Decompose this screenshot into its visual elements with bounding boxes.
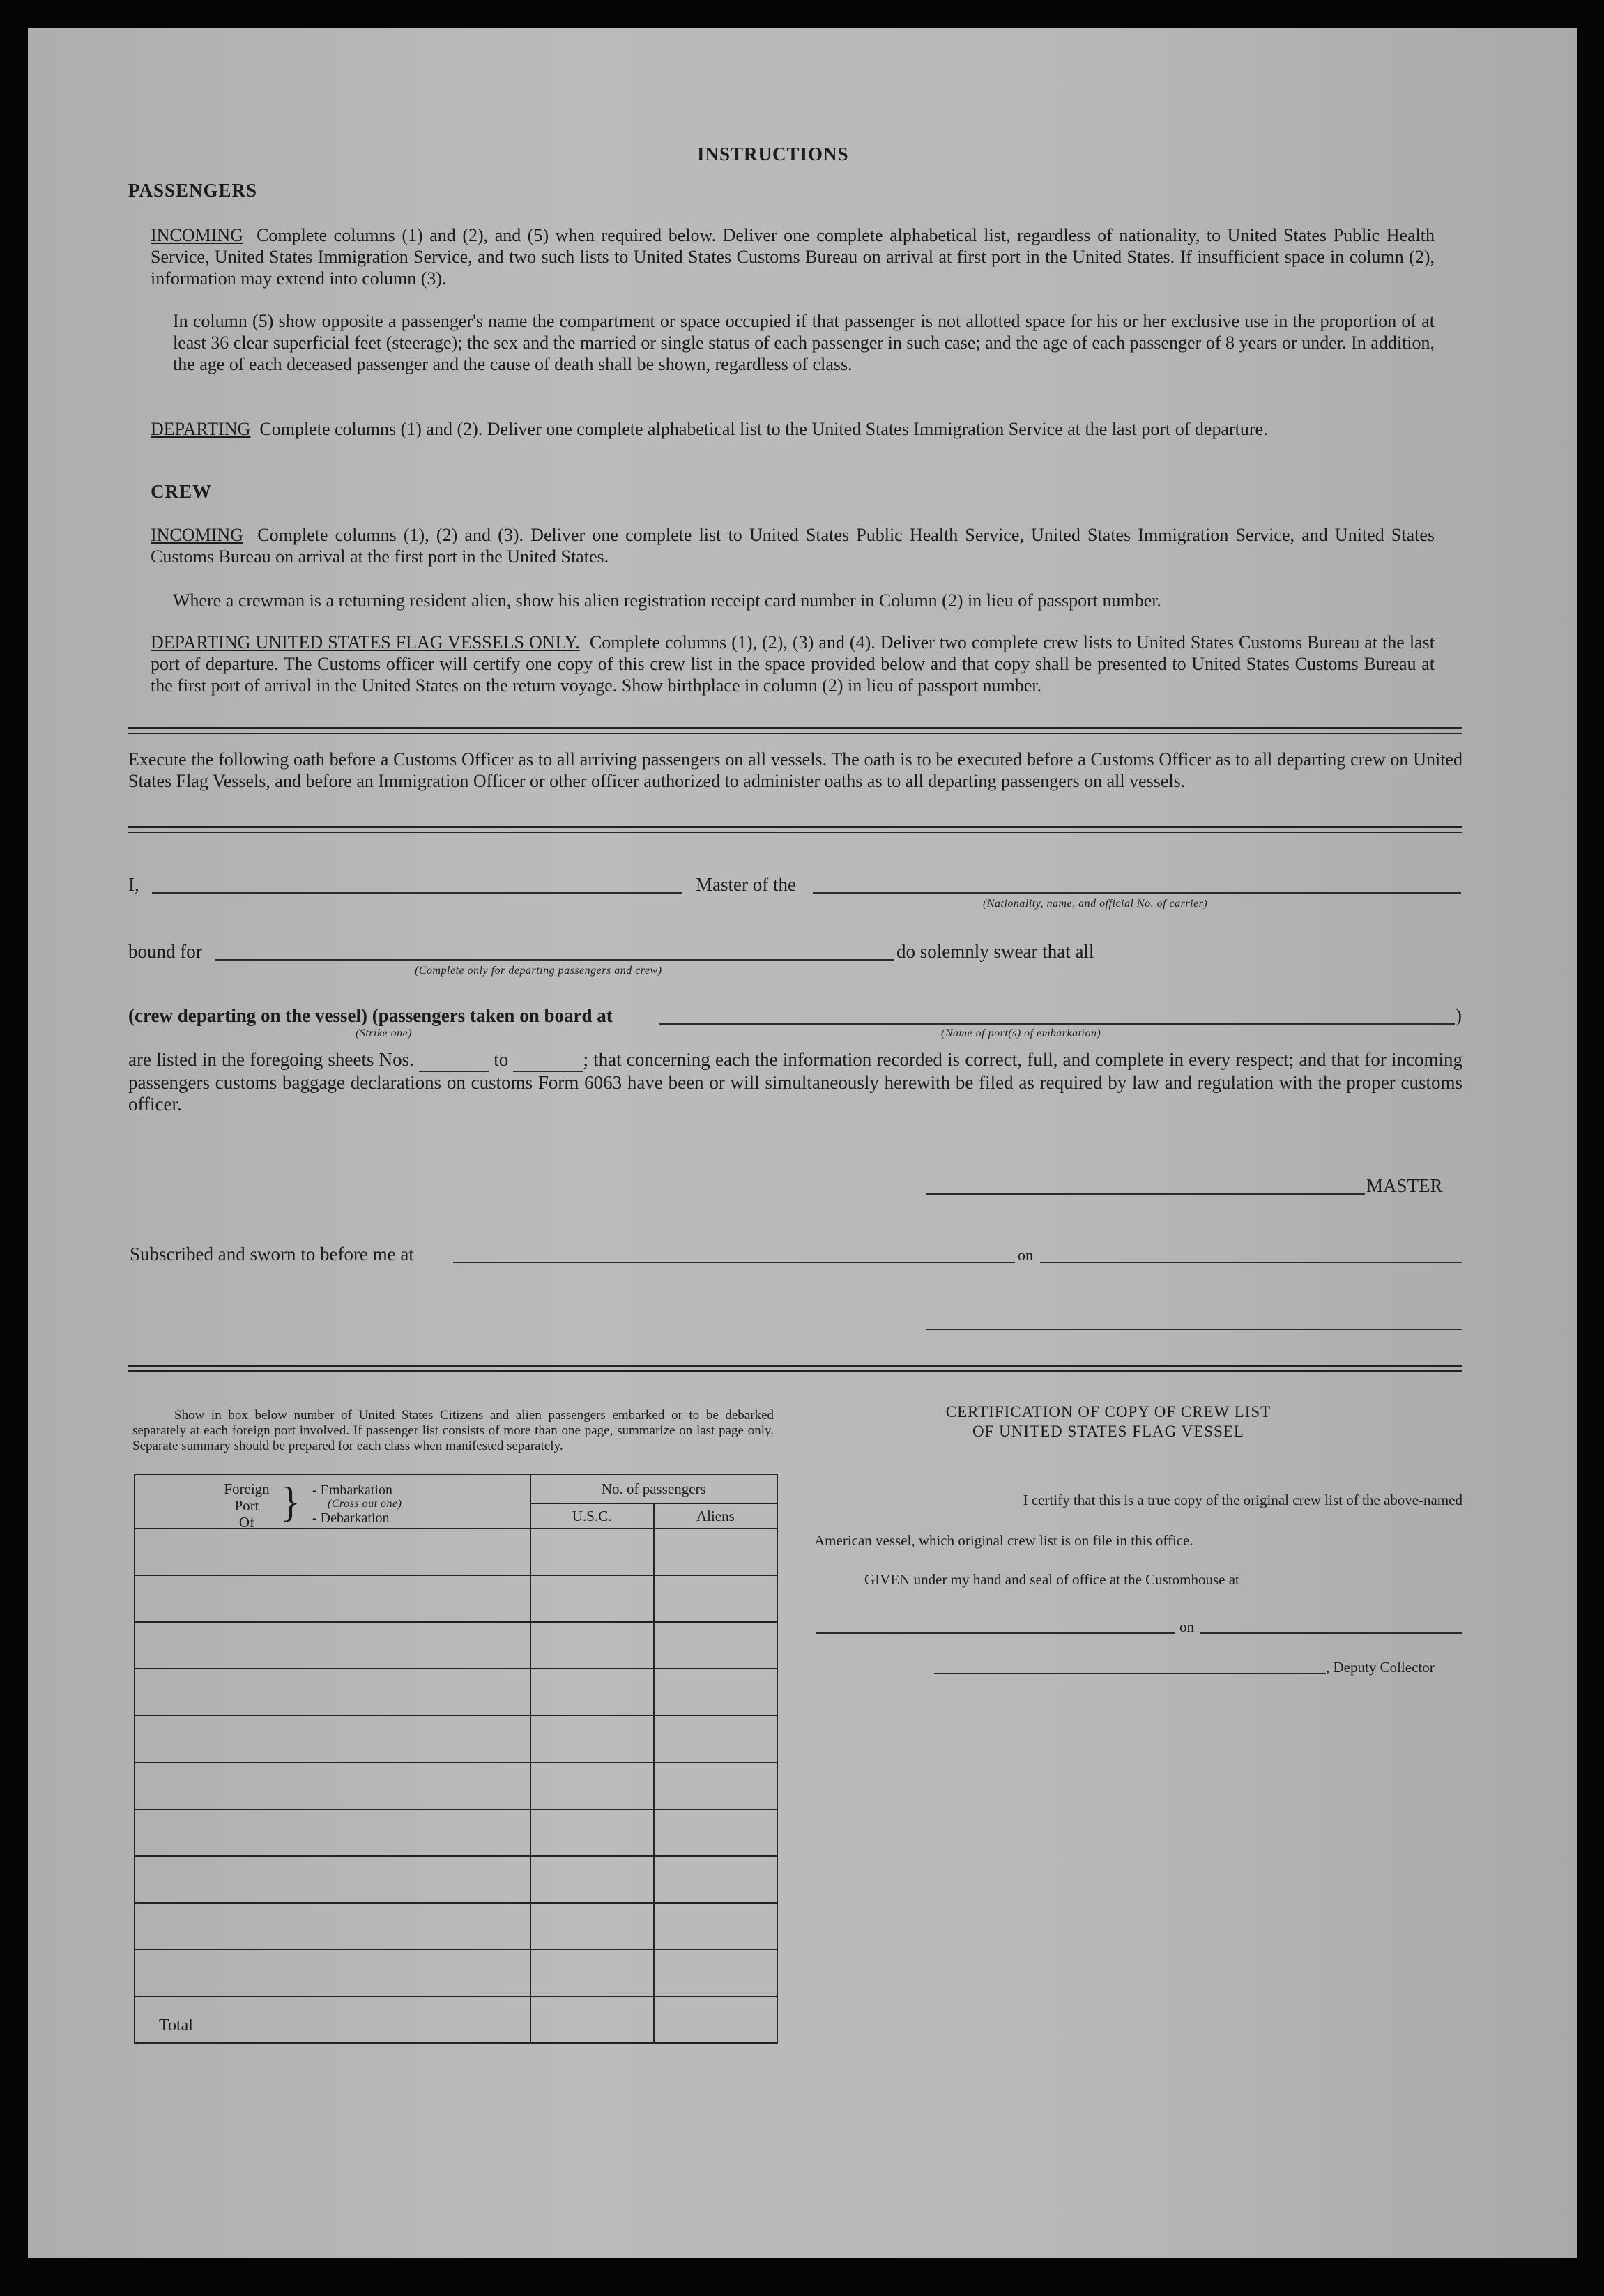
sheet-to-field[interactable] <box>513 1049 583 1072</box>
passenger-summary-table <box>134 1474 778 2044</box>
port-label: Port <box>234 1497 259 1514</box>
divider <box>128 1365 1462 1367</box>
listed-sheets-paragraph <box>128 1049 1462 1115</box>
embarkation-ports-field[interactable] <box>659 1023 1455 1025</box>
swear-label: do solemnly swear that all <box>896 941 1094 962</box>
summary-note: Show in box below number of United States Citizens and alien passengers embarked or to be debarked separately at each foreign port involved. If passenger list consists of more than one page, summarize on last page only. Separate summary should be prepared for each class when manifested separately. <box>132 1408 774 1453</box>
aliens-cell[interactable] <box>654 1950 777 1996</box>
cert-on-label: on <box>1179 1618 1194 1635</box>
incoming-text: Complete columns (1) and (2), and (5) when required below. Deliver one complete alphabetical list, regardless of nationality, to United States Public Health Service, United States Immigration Service, and two such lists to United States Customs Bureau on arrival at first port in the United States. If insufficient space in column (2), information may extend into column (3). <box>151 225 1435 289</box>
officer-signature-field[interactable] <box>926 1329 1462 1330</box>
port-cell[interactable] <box>135 1763 530 1809</box>
certify-line-1: I certify that this is a true copy of the original crew list of the above-named <box>1023 1492 1462 1508</box>
usc-cell[interactable] <box>530 1575 654 1622</box>
usc-cell[interactable] <box>530 1715 654 1762</box>
crew-incoming-block <box>151 524 1435 567</box>
ports-hint: (Name of port(s) of embarkation) <box>941 1027 1101 1039</box>
usc-cell[interactable] <box>530 1950 654 1996</box>
strike-hint: (Strike one) <box>356 1027 413 1039</box>
port-cell[interactable] <box>135 1622 530 1669</box>
usc-cell[interactable] <box>530 1669 654 1715</box>
port-cell[interactable] <box>135 1669 530 1715</box>
column5-paragraph: In column (5) show opposite a passenger's name the compartment or space occupied if that passenger is not allotted space for his or her exclusive use in the proportion of at least 36 clear superficial feet (steerage); the sex and the married or single status of each passenger in such case; and the age of each passenger of 8 years or under. In addition, the age of each deceased passenger and the cause of death shall be shown, regardless of class. <box>173 311 1435 374</box>
sworn-place-field[interactable] <box>453 1262 1015 1263</box>
usc-header: U.S.C. <box>530 1503 654 1529</box>
sheet-from-field[interactable] <box>419 1049 489 1072</box>
oath-intro: Execute the following oath before a Customs Officer as to all arriving passengers on all vessels. The oath is to be executed before a Customs Officer as to all departing crew on United States Flag Vessels, and before an Immigration Officer or other officer authorized to administer oaths as to all departing passengers on all vessels. <box>128 749 1462 791</box>
embarkation-option[interactable]: - Embarkation <box>312 1483 392 1498</box>
departing-passengers-block <box>151 418 1435 440</box>
debarkation-option[interactable]: - Debarkation <box>312 1510 390 1526</box>
crew-alien-paragraph: Where a crewman is a returning resident alien, show his alien registration receipt card number in Column (2) in lieu of passport number. <box>173 590 1162 611</box>
crew-departing-label: (crew departing on the vessel) (passengers taken on board at <box>128 1005 613 1026</box>
total-label: Total <box>135 1996 530 2043</box>
aliens-cell[interactable] <box>654 1529 777 1575</box>
usc-cell[interactable] <box>530 1622 654 1669</box>
aliens-cell[interactable] <box>654 1903 777 1950</box>
carrier-field[interactable] <box>813 892 1461 894</box>
port-cell[interactable] <box>135 1715 530 1762</box>
divider <box>128 826 1462 828</box>
cross-out-hint: (Cross out one) <box>328 1498 402 1510</box>
passengers-heading: PASSENGERS <box>128 180 258 201</box>
subscribed-label: Subscribed and sworn to before me at <box>130 1243 414 1264</box>
master-of-label: Master of the <box>696 874 796 895</box>
aliens-cell[interactable] <box>654 1622 777 1669</box>
usc-cell[interactable] <box>530 1809 654 1856</box>
destination-field[interactable] <box>215 959 894 961</box>
foreign-label: Foreign <box>224 1480 270 1497</box>
cert-date-field[interactable] <box>1200 1632 1462 1634</box>
deputy-collector-label: , Deputy Collector <box>1326 1659 1435 1676</box>
divider <box>128 727 1462 729</box>
sworn-on-label: on <box>1018 1246 1033 1264</box>
usc-cell[interactable] <box>530 1763 654 1809</box>
flag-vessels-label: DEPARTING UNITED STATES FLAG VESSELS ONLY. <box>151 632 580 652</box>
aliens-cell[interactable] <box>654 1809 777 1856</box>
no-passengers-header: No. of passengers <box>530 1474 777 1503</box>
sworn-date-field[interactable] <box>1040 1262 1462 1263</box>
divider <box>128 733 1462 734</box>
incoming-label: INCOMING <box>151 225 243 245</box>
aliens-cell[interactable] <box>654 1856 777 1903</box>
bound-for-label: bound for <box>128 941 202 962</box>
aliens-cell[interactable] <box>654 1575 777 1622</box>
master-label: MASTER <box>1366 1175 1443 1196</box>
document-page <box>28 28 1577 2258</box>
close-paren: ) <box>1456 1005 1462 1026</box>
incoming-passengers-block <box>151 224 1435 289</box>
usc-cell[interactable] <box>530 1903 654 1950</box>
listed-a: are listed in the foregoing sheets Nos. <box>128 1049 414 1070</box>
port-cell[interactable] <box>135 1575 530 1622</box>
flag-vessels-text: Complete columns (1), (2), (3) and (4). Deliver two complete crew lists to United States Customs Bureau at the last port of departure. The Customs officer will certify one copy of this crew list in the space provided below and that copy shall be presented to United States Customs Bureau at the first port of arrival in the United States on the return voyage. Show birthplace in column (2) in lieu of passport number. <box>151 632 1435 696</box>
usc-cell[interactable] <box>530 1856 654 1903</box>
port-cell[interactable] <box>135 1950 530 1996</box>
flag-vessels-block <box>151 632 1435 696</box>
brace-icon: } <box>280 1479 300 1525</box>
port-cell[interactable] <box>135 1903 530 1950</box>
certification-title-1: CERTIFICATION OF COPY OF CREW LIST <box>945 1403 1271 1421</box>
aliens-total-cell[interactable] <box>654 1996 777 2043</box>
listed-to: to <box>494 1049 509 1070</box>
aliens-cell[interactable] <box>654 1763 777 1809</box>
crew-heading: CREW <box>151 481 213 502</box>
deputy-signature-field[interactable] <box>934 1673 1326 1674</box>
port-header-cell <box>135 1474 530 1529</box>
port-cell[interactable] <box>135 1856 530 1903</box>
usc-cell[interactable] <box>530 1529 654 1575</box>
carrier-hint: (Nationality, name, and official No. of carrier) <box>983 898 1208 910</box>
of-label: Of <box>238 1514 255 1531</box>
departing-label: DEPARTING <box>151 419 251 439</box>
crew-incoming-text: Complete columns (1), (2) and (3). Deliver one complete list to United States Public Health Service, United States Immigration Service, and United States Customs Bureau on arrival at the first port in the United States. <box>151 525 1435 567</box>
bound-hint: (Complete only for departing passengers and crew) <box>415 965 662 977</box>
aliens-header: Aliens <box>654 1503 777 1529</box>
instructions-title: INSTRUCTIONS <box>697 144 849 164</box>
divider <box>128 1370 1462 1372</box>
master-name-field[interactable] <box>152 892 682 894</box>
customhouse-field[interactable] <box>816 1632 1175 1634</box>
port-cell[interactable] <box>135 1809 530 1856</box>
master-signature-field[interactable] <box>926 1193 1365 1195</box>
given-line: GIVEN under my hand and seal of office at the Customhouse at <box>864 1571 1239 1588</box>
crew-incoming-label: INCOMING <box>151 525 243 545</box>
oath-i-label: I, <box>128 874 139 895</box>
certification-title <box>864 1402 1352 1441</box>
listed-b: ; that concerning each the information recorded is correct, full, and complete in every respect; and that for incoming passengers customs baggage declarations on customs Form 6063 have been or will simultaneously herewith be filed as required by law and regulation with the proper customs officer. <box>128 1049 1463 1115</box>
certification-title-2: OF UNITED STATES FLAG VESSEL <box>972 1423 1244 1440</box>
departing-text: Complete columns (1) and (2). Deliver one complete alphabetical list to the United States Immigration Service at the last port of departure. <box>259 419 1268 439</box>
aliens-cell[interactable] <box>654 1715 777 1762</box>
divider <box>128 832 1462 833</box>
certify-line-2: American vessel, which original crew list is on file in this office. <box>814 1532 1193 1549</box>
aliens-cell[interactable] <box>654 1669 777 1715</box>
port-cell[interactable] <box>135 1529 530 1575</box>
usc-total-cell[interactable] <box>530 1996 654 2043</box>
